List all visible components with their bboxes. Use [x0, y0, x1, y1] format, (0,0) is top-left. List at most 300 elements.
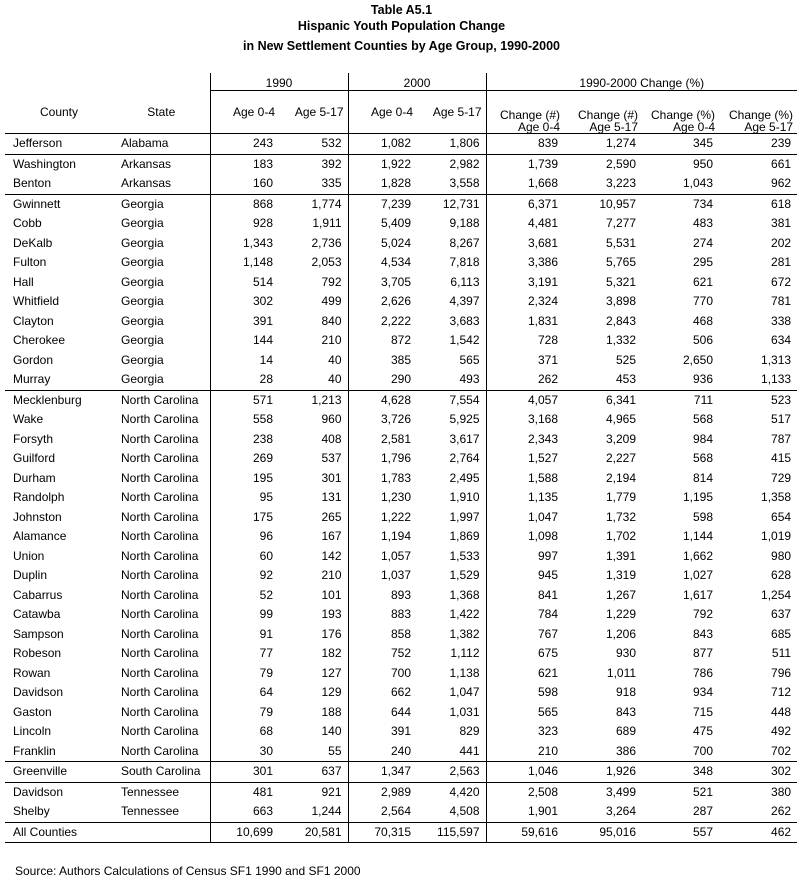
value-cell-cp04: 792 — [693, 607, 714, 621]
value-cell-cp517: 262 — [771, 804, 792, 818]
state-cell: Georgia — [113, 194, 210, 214]
value-cell-cp517: 729 — [771, 470, 792, 485]
value-cell-cp04: 1,027 — [683, 568, 714, 582]
county-cell: DeKalb — [13, 235, 53, 250]
value-cell-cp04: 814 — [693, 470, 714, 485]
value-cell-a517_1990: 40 — [328, 352, 342, 367]
value-cell-a04_1990: 79 — [210, 703, 279, 723]
value-cell-cn517: 843 — [616, 704, 637, 719]
value-cell-cp517: 702 — [771, 743, 792, 758]
value-cell-a04_2000: 4,534 — [348, 253, 417, 273]
value-cell-cn04: 1,901 — [486, 802, 564, 822]
table-row — [5, 410, 797, 430]
value-cell-a04_2000: 7,239 — [348, 194, 417, 214]
value-cell-cn517: 1,391 — [606, 548, 637, 563]
value-cell-cp517: 1,019 — [761, 529, 792, 543]
value-cell-cp04: 1,662 — [683, 548, 714, 563]
header-change-pct-age04: Change (%) Age 0-4 — [642, 91, 719, 134]
value-cell-a04_2000: 662 — [348, 683, 417, 703]
value-cell-a517_2000: 2,982 — [417, 154, 486, 174]
value-cell-cn04: 4,481 — [486, 214, 564, 234]
value-cell-a517_1990: 210 — [321, 333, 342, 347]
value-cell-cn517: 1,274 — [606, 136, 637, 150]
value-cell-cp04: 568 — [693, 451, 714, 465]
value-cell-cn04: 262 — [486, 370, 564, 390]
value-cell-cp517: 685 — [771, 626, 792, 641]
value-cell-a517_1990: 265 — [321, 509, 342, 524]
value-cell-a517_1990: 193 — [321, 607, 342, 621]
value-cell-a04_1990: 95 — [210, 488, 279, 508]
value-cell-a04_1990: 99 — [210, 605, 279, 625]
header-group-1990: 1990 — [210, 73, 348, 91]
value-cell-cp517: 523 — [719, 390, 797, 410]
value-cell-cp517: 712 — [771, 685, 792, 699]
county-cell: Forsyth — [13, 431, 54, 446]
header-group-change: 1990-2000 Change (%) — [486, 73, 797, 91]
value-cell-a517_1990: 101 — [321, 587, 342, 602]
value-cell-cn04: 621 — [486, 664, 564, 684]
table-row — [5, 273, 797, 293]
value-cell-cn517: 3,209 — [606, 431, 637, 446]
state-cell: North Carolina — [121, 490, 199, 504]
value-cell-a04_2000: 1,783 — [348, 469, 417, 489]
state-cell: North Carolina — [121, 451, 199, 465]
value-cell-a517_1990: 532 — [321, 136, 342, 150]
value-cell-cn517: 1,732 — [606, 509, 637, 524]
value-cell-cn517: 3,898 — [606, 294, 637, 308]
value-cell-cn517: 6,341 — [564, 390, 642, 410]
value-cell-a04_2000: 5,409 — [348, 214, 417, 234]
value-cell-a04_2000: 1,922 — [348, 154, 417, 174]
value-cell-cn517: 5,531 — [606, 235, 637, 250]
table-row — [5, 683, 797, 703]
header-group-row — [5, 73, 797, 91]
value-cell-a517_1990: 176 — [321, 626, 342, 641]
value-cell-cp04: 877 — [693, 646, 714, 660]
value-cell-cp04: 568 — [693, 412, 714, 426]
county-cell: Franklin — [13, 743, 56, 758]
table-row — [5, 802, 797, 822]
header-2000-age517: Age 5-17 — [417, 91, 486, 134]
value-cell-cn517: 453 — [616, 372, 637, 386]
state-cell: North Carolina — [121, 548, 199, 563]
value-cell-a04_1990: 514 — [210, 273, 279, 293]
state-cell: North Carolina — [121, 568, 199, 582]
value-cell-a04_2000: 2,564 — [348, 802, 417, 822]
state-cell: Georgia — [121, 255, 164, 269]
value-cell-cn04: 210 — [486, 742, 564, 762]
value-cell-a517_2000: 441 — [459, 743, 480, 758]
value-cell-a517_2000: 1,031 — [449, 704, 480, 719]
state-cell: Georgia — [121, 274, 164, 289]
value-cell-cn517: 2,227 — [606, 451, 637, 465]
value-cell-cp04: 734 — [642, 194, 719, 214]
state-cell: Georgia — [121, 352, 164, 367]
value-cell-cp04: 598 — [693, 509, 714, 524]
value-cell-a517_2000: 8,267 — [449, 235, 480, 250]
value-cell-cn04: 1,046 — [486, 762, 564, 783]
value-cell-cn517: 4,965 — [606, 412, 637, 426]
county-cell: Alamance — [13, 529, 67, 543]
table-row — [5, 488, 797, 508]
county-cell: Catawba — [13, 607, 61, 621]
state-cell — [113, 822, 210, 843]
state-cell: Georgia — [121, 372, 164, 386]
value-cell-cp04: 1,144 — [683, 529, 714, 543]
value-cell-cp517: 796 — [771, 665, 792, 680]
value-cell-cp517: 1,313 — [761, 352, 792, 367]
value-cell-a517_2000: 1,047 — [449, 685, 480, 699]
value-cell-cp517: 338 — [771, 313, 792, 328]
value-cell-a04_1990: 52 — [210, 586, 279, 606]
state-cell: North Carolina — [121, 607, 199, 621]
value-cell-a517_1990: 392 — [279, 154, 348, 174]
value-cell-a517_2000: 493 — [459, 372, 480, 386]
value-cell-cp517: 381 — [771, 216, 792, 230]
value-cell-cp04: 934 — [693, 685, 714, 699]
county-cell: Wake — [13, 412, 44, 426]
value-cell-a517_1990: 335 — [321, 176, 342, 190]
value-cell-a04_2000: 3,705 — [348, 273, 417, 293]
table-subtitle: in New Settlement Counties by Age Group, 1990-2000 — [243, 39, 560, 53]
value-cell-a517_2000: 3,683 — [449, 313, 480, 328]
value-cell-a517_1990: 20,581 — [279, 822, 348, 843]
value-cell-cn517: 918 — [616, 685, 637, 699]
table-row — [5, 194, 797, 214]
county-cell: Benton — [13, 176, 52, 190]
value-cell-a517_2000: 115,597 — [417, 822, 486, 843]
value-cell-a04_1990: 269 — [210, 449, 279, 469]
county-cell: Cherokee — [13, 333, 66, 347]
value-cell-a517_1990: 182 — [321, 646, 342, 660]
header-change-num-age517: Change (#) Age 5-17 — [564, 91, 642, 134]
value-cell-cp517: 781 — [771, 294, 792, 308]
value-cell-a517_1990: 55 — [328, 743, 342, 758]
value-cell-a517_2000: 9,188 — [449, 216, 480, 230]
value-cell-cn04: 3,168 — [486, 410, 564, 430]
value-cell-cn04: 1,135 — [486, 488, 564, 508]
value-cell-a517_2000: 1,529 — [449, 568, 480, 582]
value-cell-cp04: 1,043 — [683, 176, 714, 190]
value-cell-a04_2000: 872 — [348, 331, 417, 351]
value-cell-cp517: 1,254 — [761, 587, 792, 602]
value-cell-cp04: 506 — [693, 333, 714, 347]
state-cell: Alabama — [121, 136, 169, 150]
value-cell-cp04: 770 — [693, 294, 714, 308]
value-cell-a04_2000: 3,726 — [348, 410, 417, 430]
value-cell-cn04: 4,057 — [486, 390, 564, 410]
value-cell-cn517: 2,590 — [564, 154, 642, 174]
value-cell-cp517: 1,358 — [761, 490, 792, 504]
value-cell-cp04: 715 — [693, 704, 714, 719]
value-cell-a517_1990: 840 — [321, 313, 342, 328]
value-cell-cp04: 345 — [693, 136, 714, 150]
county-cell: Davidson — [13, 685, 64, 699]
value-cell-cn04: 6,371 — [486, 194, 564, 214]
state-cell: Georgia — [121, 313, 164, 328]
value-cell-cp04: 274 — [693, 235, 714, 250]
value-cell-cn04: 59,616 — [486, 822, 564, 843]
value-cell-cp04: 475 — [693, 724, 714, 738]
state-cell: North Carolina — [121, 587, 199, 602]
value-cell-a517_2000: 6,113 — [450, 274, 480, 289]
value-cell-a04_2000: 4,628 — [348, 390, 417, 410]
value-cell-cn517: 3,264 — [606, 804, 637, 818]
state-cell: Georgia — [121, 235, 164, 250]
value-cell-cn517: 689 — [616, 724, 637, 738]
header-county: County — [5, 91, 113, 134]
county-cell: Gwinnett — [5, 194, 113, 214]
value-cell-a517_1990: 792 — [321, 274, 342, 289]
state-cell: North Carolina — [121, 412, 199, 426]
state-cell: Tennessee — [121, 804, 180, 818]
value-cell-cp04: 557 — [642, 822, 719, 843]
value-cell-a517_2000: 7,554 — [417, 390, 486, 410]
value-cell-cp517: 654 — [771, 509, 792, 524]
value-cell-cn517: 930 — [616, 646, 637, 660]
value-cell-cp517: 517 — [771, 412, 792, 426]
value-cell-cn517: 5,765 — [606, 255, 637, 269]
value-cell-a04_1990: 481 — [210, 782, 279, 802]
table-row — [5, 253, 797, 273]
value-cell-cp04: 295 — [693, 255, 714, 269]
value-cell-a04_2000: 1,194 — [348, 527, 417, 547]
value-cell-cn517: 7,277 — [606, 216, 637, 230]
value-cell-cn517: 1,229 — [606, 607, 637, 621]
state-cell: Tennessee — [113, 782, 210, 802]
county-cell: Whitfield — [13, 294, 60, 308]
value-cell-cp04: 843 — [693, 626, 714, 641]
value-cell-cn517: 5,321 — [606, 274, 637, 289]
value-cell-a04_2000: 2,581 — [348, 430, 417, 450]
value-cell-a04_1990: 302 — [210, 292, 279, 312]
value-cell-a04_1990: 1,343 — [210, 234, 279, 254]
value-cell-a04_1990: 14 — [210, 351, 279, 371]
table-row — [5, 174, 797, 194]
value-cell-a04_1990: 928 — [210, 214, 279, 234]
value-cell-a04_1990: 391 — [210, 312, 279, 332]
county-cell: Randolph — [13, 490, 65, 504]
value-cell-a517_1990: 2,053 — [311, 255, 342, 269]
table-row — [5, 390, 797, 410]
value-cell-a04_2000: 700 — [348, 664, 417, 684]
value-cell-a04_1990: 92 — [210, 566, 279, 586]
value-cell-a04_1990: 10,699 — [210, 822, 279, 843]
value-cell-cp517: 980 — [771, 548, 792, 563]
table-row — [5, 742, 797, 762]
county-cell: Rowan — [13, 665, 51, 680]
value-cell-cp517: 628 — [771, 568, 792, 582]
table-row — [5, 782, 797, 802]
table-row — [5, 664, 797, 684]
state-cell: North Carolina — [121, 509, 199, 524]
value-cell-cp04: 287 — [693, 804, 714, 818]
state-cell: North Carolina — [121, 626, 199, 641]
value-cell-cn04: 3,681 — [486, 234, 564, 254]
value-cell-a517_2000: 2,495 — [449, 470, 480, 485]
value-cell-cp04: 984 — [693, 431, 714, 446]
value-cell-a517_1990: 1,774 — [279, 194, 348, 214]
value-cell-a04_1990: 77 — [210, 644, 279, 664]
county-cell: Hall — [13, 274, 34, 289]
value-cell-a517_1990: 210 — [321, 568, 342, 582]
value-cell-cn04: 1,098 — [486, 527, 564, 547]
value-cell-a04_1990: 91 — [210, 625, 279, 645]
value-cell-cp04: 950 — [642, 154, 719, 174]
value-cell-cp04: 483 — [693, 216, 714, 230]
value-cell-a517_2000: 1,910 — [449, 490, 480, 504]
value-cell-a04_1990: 663 — [210, 802, 279, 822]
value-cell-a517_1990: 129 — [321, 685, 342, 699]
table-row — [5, 370, 797, 390]
table-row — [5, 508, 797, 528]
value-cell-cp04: 1,617 — [683, 587, 714, 602]
value-cell-a04_2000: 1,230 — [348, 488, 417, 508]
value-cell-a04_2000: 858 — [348, 625, 417, 645]
value-cell-cn04: 1,739 — [486, 154, 564, 174]
value-cell-a04_1990: 28 — [210, 370, 279, 390]
value-cell-a04_2000: 385 — [348, 351, 417, 371]
population-table — [5, 73, 797, 843]
state-cell: Arkansas — [113, 154, 210, 174]
state-cell: Georgia — [121, 216, 164, 230]
value-cell-cn517: 525 — [616, 352, 637, 367]
value-cell-a04_2000: 893 — [348, 586, 417, 606]
value-cell-a517_2000: 1,368 — [449, 587, 480, 602]
value-cell-cp517: 202 — [771, 235, 792, 250]
value-cell-cp517: 787 — [771, 431, 792, 446]
value-cell-a517_2000: 1,997 — [449, 509, 480, 524]
value-cell-a517_2000: 4,397 — [449, 294, 480, 308]
table-row — [5, 430, 797, 450]
value-cell-cp04: 621 — [693, 274, 714, 289]
state-cell: North Carolina — [113, 390, 210, 410]
value-cell-a517_1990: 537 — [321, 451, 342, 465]
header-group-2000: 2000 — [348, 73, 486, 91]
header-2000-age04: Age 0-4 — [348, 91, 417, 134]
value-cell-cn517: 1,702 — [606, 529, 637, 543]
table-row — [5, 822, 797, 843]
table-row — [5, 351, 797, 371]
value-cell-a04_2000: 752 — [348, 644, 417, 664]
value-cell-cp04: 711 — [642, 390, 719, 410]
value-cell-a04_1990: 68 — [210, 722, 279, 742]
value-cell-cn517: 95,016 — [564, 822, 642, 843]
value-cell-a04_1990: 144 — [210, 331, 279, 351]
county-cell: Lincoln — [13, 724, 52, 738]
table-row — [5, 154, 797, 174]
table-row — [5, 605, 797, 625]
value-cell-a04_2000: 70,315 — [348, 822, 417, 843]
value-cell-a517_2000: 3,558 — [449, 176, 480, 190]
value-cell-cn517: 2,194 — [606, 470, 637, 485]
source-note: Source: Authors Calculations of Census SF1 1990 and SF1 2000 — [15, 864, 361, 878]
table-row — [5, 214, 797, 234]
value-cell-cp04: 700 — [693, 743, 714, 758]
value-cell-cn04: 2,508 — [486, 782, 564, 802]
value-cell-cn04: 784 — [486, 605, 564, 625]
value-cell-cn04: 371 — [486, 351, 564, 371]
value-cell-a517_2000: 1,382 — [449, 626, 480, 641]
county-cell: Union — [13, 548, 45, 563]
value-cell-a04_2000: 391 — [348, 722, 417, 742]
county-cell: Cabarrus — [13, 587, 63, 602]
table-row — [5, 234, 797, 254]
value-cell-cn04: 1,831 — [486, 312, 564, 332]
value-cell-a04_1990: 96 — [210, 527, 279, 547]
value-cell-cn04: 945 — [486, 566, 564, 586]
value-cell-cp517: 239 — [771, 136, 792, 150]
table-row — [5, 566, 797, 586]
county-cell: Durham — [13, 470, 56, 485]
county-cell: Gordon — [13, 352, 54, 367]
value-cell-cn04: 767 — [486, 625, 564, 645]
value-cell-cp517: 448 — [771, 704, 792, 719]
value-cell-a04_1990: 160 — [210, 174, 279, 194]
value-cell-a04_1990: 558 — [210, 410, 279, 430]
state-cell: Georgia — [121, 333, 164, 347]
value-cell-a517_2000: 7,818 — [449, 255, 480, 269]
value-cell-cn517: 3,499 — [564, 782, 642, 802]
value-cell-a517_2000: 1,533 — [449, 548, 480, 563]
value-cell-a517_2000: 565 — [459, 352, 480, 367]
county-cell: Gaston — [13, 704, 52, 719]
value-cell-cn517: 1,267 — [606, 587, 637, 602]
state-cell: North Carolina — [121, 431, 199, 446]
value-cell-a04_1990: 64 — [210, 683, 279, 703]
county-cell: Johnston — [13, 509, 62, 524]
value-cell-cp04: 2,650 — [683, 352, 714, 367]
value-cell-a517_2000: 1,542 — [449, 333, 480, 347]
county-cell: Fulton — [13, 255, 47, 269]
state-cell: Arkansas — [121, 176, 172, 190]
value-cell-a04_1990: 183 — [210, 154, 279, 174]
state-cell: North Carolina — [121, 646, 199, 660]
value-cell-a517_1990: 142 — [321, 548, 342, 563]
table-row — [5, 134, 797, 155]
value-cell-a04_2000: 2,626 — [348, 292, 417, 312]
state-cell: North Carolina — [121, 743, 199, 758]
county-cell: Jefferson — [13, 136, 63, 150]
value-cell-a04_1990: 30 — [210, 742, 279, 762]
table-row — [5, 547, 797, 567]
table-row — [5, 331, 797, 351]
value-cell-a04_1990: 1,148 — [210, 253, 279, 273]
value-cell-a517_2000: 1,138 — [449, 665, 480, 680]
value-cell-a04_2000: 1,796 — [348, 449, 417, 469]
value-cell-cp517: 302 — [719, 762, 797, 783]
value-cell-a517_2000: 5,925 — [449, 412, 480, 426]
value-cell-a04_1990: 175 — [210, 508, 279, 528]
value-cell-cp517: 962 — [771, 176, 792, 190]
value-cell-cn04: 2,324 — [486, 292, 564, 312]
value-cell-a04_2000: 1,222 — [348, 508, 417, 528]
value-cell-a04_2000: 2,989 — [348, 782, 417, 802]
value-cell-a04_2000: 1,082 — [348, 134, 417, 155]
state-cell: North Carolina — [121, 665, 199, 680]
header-1990-age04: Age 0-4 — [210, 91, 279, 134]
table-row — [5, 703, 797, 723]
value-cell-cp517: 634 — [771, 333, 792, 347]
state-cell: North Carolina — [121, 470, 199, 485]
value-cell-a517_2000: 1,869 — [449, 529, 480, 543]
header-column-row — [5, 91, 797, 134]
value-cell-a517_2000: 2,563 — [417, 762, 486, 783]
value-cell-a04_1990: 243 — [210, 134, 279, 155]
value-cell-cn517: 1,319 — [606, 568, 637, 582]
state-cell: South Carolina — [113, 762, 210, 783]
table-row — [5, 644, 797, 664]
